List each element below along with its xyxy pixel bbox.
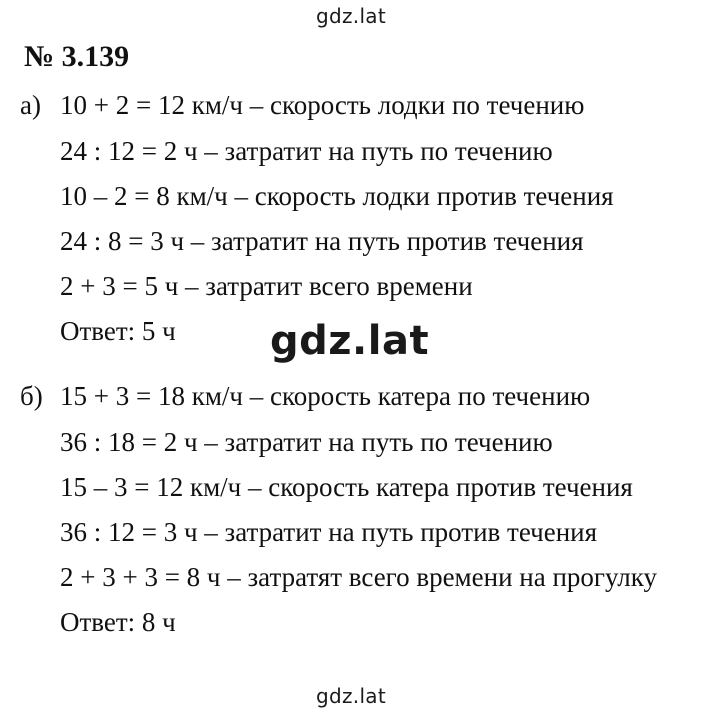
part-a-line-1: 10 + 2 = 12 км/ч – скорость лодки по течению bbox=[60, 90, 585, 120]
watermark-middle: gdz.lat bbox=[270, 318, 430, 364]
watermark-bottom: gdz.lat bbox=[316, 684, 387, 708]
watermark-top: gdz.lat bbox=[316, 4, 387, 28]
part-b-label: б) bbox=[20, 381, 43, 411]
part-b-line-2: 36 : 18 = 2 ч – затратит на путь по течению bbox=[60, 427, 553, 457]
part-a-answer: Ответ: 5 ч bbox=[60, 316, 176, 346]
part-b-line-3: 15 – 3 = 12 км/ч – скорость катера против течения bbox=[60, 472, 633, 502]
problem-number: № 3.139 bbox=[24, 40, 130, 73]
part-a-line-2: 24 : 12 = 2 ч – затратит на путь по течению bbox=[60, 136, 553, 166]
part-b-answer: Ответ: 8 ч bbox=[60, 607, 176, 637]
part-a-line-3: 10 – 2 = 8 км/ч – скорость лодки против течения bbox=[60, 181, 614, 211]
part-b-line-5: 2 + 3 + 3 = 8 ч – затратят всего времени на прогулку bbox=[60, 562, 658, 592]
part-b-line-1: 15 + 3 = 18 км/ч – скорость катера по течению bbox=[60, 381, 591, 411]
part-b-line-4: 36 : 12 = 3 ч – затратит на путь против течения bbox=[60, 517, 598, 547]
part-a-line-5: 2 + 3 = 5 ч – затратит всего времени bbox=[60, 271, 473, 301]
part-a-line-4: 24 : 8 = 3 ч – затратит на путь против течения bbox=[60, 226, 584, 256]
part-a-label: а) bbox=[20, 90, 41, 120]
